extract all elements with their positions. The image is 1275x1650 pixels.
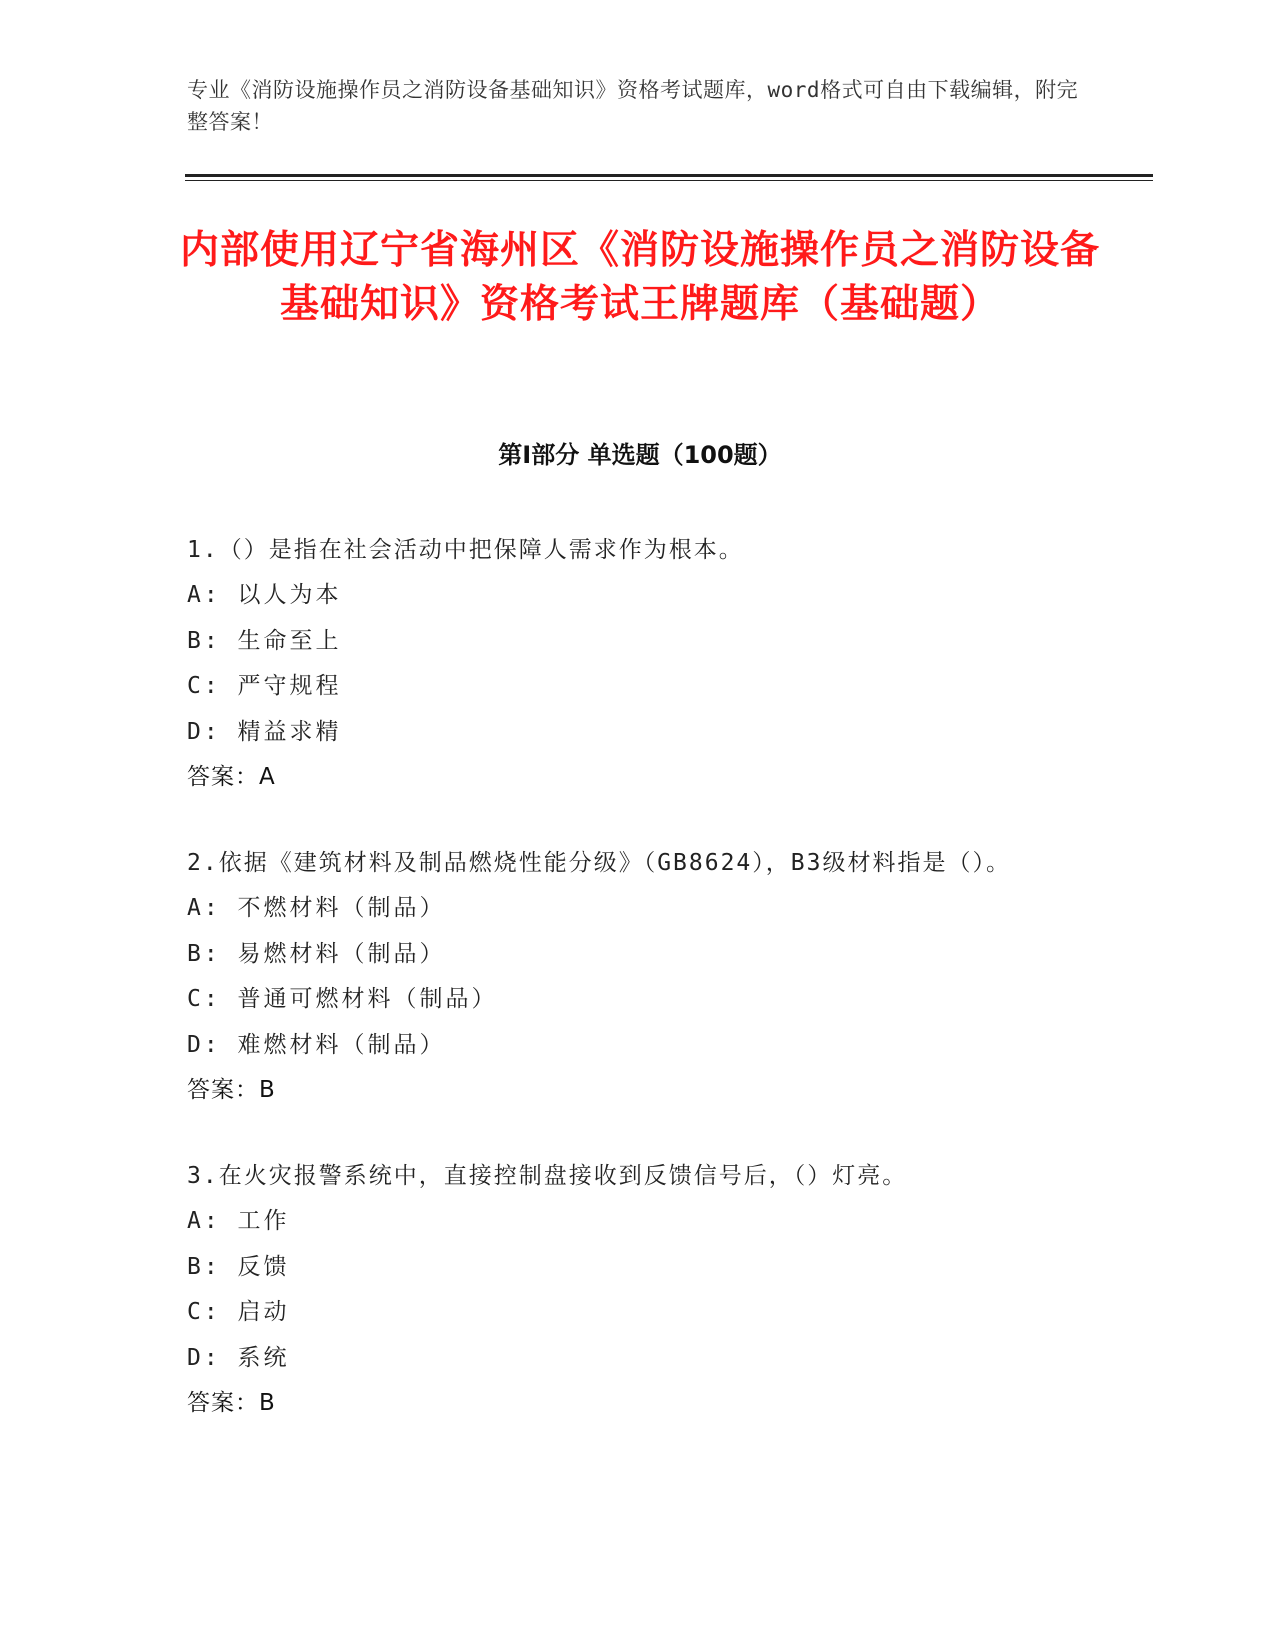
option-b: B: 反馈 <box>187 1253 290 1280</box>
question-2 <box>187 841 1087 1113</box>
answer: 答案：B <box>187 1390 276 1416</box>
header-note: 专业《消防设施操作员之消防设备基础知识》资格考试题库，word格式可自由下载编辑，附完整答案！ <box>187 78 1079 134</box>
header-divider-thin <box>185 180 1153 181</box>
option-d: D: 难燃材料（制品） <box>187 1031 446 1058</box>
option-a: A: 以人为本 <box>187 582 342 608</box>
question-stem: 2.依据《建筑材料及制品燃烧性能分级》（GB8624），B3级材料指是（）。 <box>187 850 1011 876</box>
question-1 <box>187 528 1087 800</box>
section-title: 第Ⅰ部分 单选题（100题） <box>498 441 782 469</box>
option-b: B: 生命至上 <box>187 627 342 654</box>
option-a: A: 工作 <box>187 1208 290 1234</box>
option-b: B: 易燃材料（制品） <box>187 940 446 967</box>
header-divider <box>185 174 1153 177</box>
document-title: 内部使用辽宁省海州区《消防设施操作员之消防设备基础知识》资格考试王牌题库（基础题） <box>180 228 1101 327</box>
question-stem: 3.在火灾报警系统中，直接控制盘接收到反馈信号后，（）灯亮。 <box>187 1163 908 1189</box>
question-list <box>187 528 1087 1467</box>
option-d: D: 精益求精 <box>187 718 342 745</box>
option-c: C: 启动 <box>187 1299 290 1325</box>
answer: 答案：B <box>187 1077 276 1103</box>
option-d: D: 系统 <box>187 1344 290 1371</box>
question-stem: 1.（）是指在社会活动中把保障人需求作为根本。 <box>187 537 744 563</box>
option-a: A: 不燃材料（制品） <box>187 895 446 921</box>
option-c: C: 普通可燃材料（制品） <box>187 986 498 1012</box>
answer: 答案：A <box>187 764 276 790</box>
option-c: C: 严守规程 <box>187 673 342 699</box>
question-3 <box>187 1154 1087 1426</box>
